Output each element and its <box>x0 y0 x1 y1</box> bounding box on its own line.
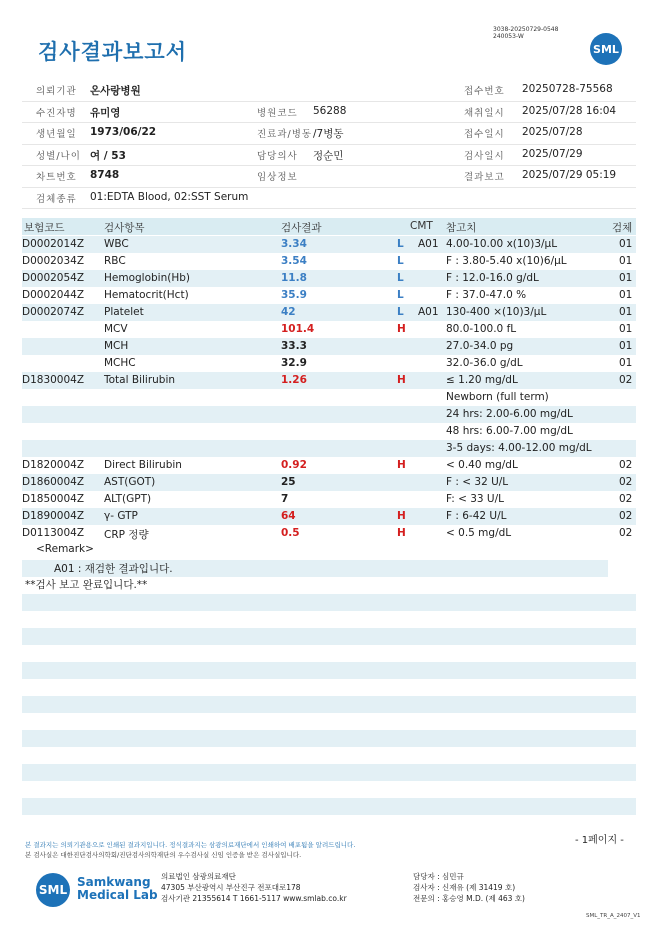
report-time-value: 2025/07/29 05:19 <box>522 169 617 181</box>
row-reference: 3-5 days: 4.00-12.00 mg/dL <box>446 442 592 454</box>
row-code: D1860004Z <box>22 476 85 488</box>
results-table <box>22 236 636 542</box>
table-row <box>22 474 636 491</box>
staff-in-charge: 담당자 : 심민규 <box>413 872 464 881</box>
row-code: D1890004Z <box>22 510 85 522</box>
empty-stripe <box>22 696 636 713</box>
row-specimen: 01 <box>619 238 633 250</box>
label-patient-name: 수진자명 <box>36 107 77 119</box>
chart-no-value: 8748 <box>90 169 120 181</box>
row-test-name: γ- GTP <box>104 510 138 522</box>
table-row <box>22 270 636 287</box>
row-specimen: 02 <box>619 476 633 488</box>
empty-stripe <box>22 798 636 815</box>
row-result: 11.8 <box>281 272 307 284</box>
row-result: 3.34 <box>281 238 307 250</box>
row-specimen: 02 <box>619 510 633 522</box>
row-flag: H <box>397 323 406 335</box>
table-row <box>22 253 636 270</box>
info-row <box>22 80 636 102</box>
staff-tester: 검사자 : 신재유 (제 31419 호) <box>413 883 516 892</box>
empty-stripe <box>22 628 636 645</box>
header-test-name: 검사항목 <box>104 222 145 234</box>
label-birth-date: 생년월일 <box>36 129 77 140</box>
row-specimen: 01 <box>619 272 633 284</box>
row-specimen: 02 <box>619 493 633 505</box>
row-code: D1830004Z <box>22 374 85 386</box>
row-test-name: AST(GOT) <box>104 476 156 488</box>
row-reference: F : 6-42 U/L <box>446 510 507 522</box>
row-reference: 48 hrs: 6.00-7.00 mg/dL <box>446 425 573 437</box>
row-result: 7 <box>281 493 289 505</box>
row-flag: L <box>397 306 404 318</box>
table-row <box>22 406 636 423</box>
row-result: 0.92 <box>281 459 307 471</box>
row-code: D1820004Z <box>22 459 85 471</box>
receipt-time-value: 2025/07/28 <box>522 126 583 138</box>
table-row <box>22 355 636 372</box>
row-reference: < 0.40 mg/dL <box>446 459 518 471</box>
specimen-type-value: 01:EDTA Blood, 02:SST Serum <box>90 190 249 203</box>
row-reference: F : < 32 U/L <box>446 476 509 488</box>
row-test-name: Platelet <box>104 306 144 318</box>
row-reference: 32.0-36.0 g/dL <box>446 357 523 369</box>
table-row <box>22 372 636 389</box>
label-chart-no: 차트번호 <box>36 172 77 183</box>
row-result: 32.9 <box>281 357 307 369</box>
doctor-value: 정순민 <box>313 149 344 162</box>
row-specimen: 01 <box>619 306 633 318</box>
row-result: 101.4 <box>281 323 315 335</box>
row-reference: 130-400 ×(10)3/μL <box>446 306 547 318</box>
lab-address <box>161 871 347 904</box>
info-row <box>22 145 636 167</box>
row-reference: ≤ 1.20 mg/dL <box>446 374 518 386</box>
brand-line2: Medical Lab <box>77 888 158 902</box>
table-row <box>22 236 636 253</box>
sex-age-value: 여 / 53 <box>90 149 126 162</box>
report-complete-note: **검사 보고 완료입니다.** <box>25 579 148 591</box>
patient-info <box>22 80 636 209</box>
label-receipt-no: 접수번호 <box>464 86 505 97</box>
form-code: SML_TR_A_2407_V1 <box>586 913 641 919</box>
remark-section <box>25 543 608 594</box>
row-flag: L <box>397 255 404 267</box>
row-code: D0002014Z <box>22 238 85 250</box>
row-code: D0002074Z <box>22 306 85 318</box>
row-specimen: 02 <box>619 527 633 539</box>
header-specimen: 검체 <box>612 222 633 234</box>
table-row <box>22 508 636 525</box>
requester-value: 온사랑병원 <box>90 85 141 97</box>
row-flag: H <box>397 374 406 386</box>
header-cmt: CMT <box>410 220 433 232</box>
row-cmt: A01 <box>418 238 439 250</box>
row-specimen: 01 <box>619 357 633 369</box>
info-row <box>22 166 636 188</box>
row-test-name: ALT(GPT) <box>104 493 152 505</box>
row-reference: F : 37.0-47.0 % <box>446 289 527 301</box>
empty-stripe <box>22 730 636 747</box>
brand-line1: Samkwang <box>77 875 151 889</box>
row-cmt: A01 <box>418 306 439 318</box>
label-hospital-code: 병원코드 <box>257 107 298 119</box>
info-row <box>22 102 636 124</box>
row-specimen: 01 <box>619 340 633 352</box>
label-specimen-type: 검체종류 <box>36 193 77 205</box>
table-row <box>22 525 636 542</box>
row-reference: 80.0-100.0 fL <box>446 323 517 335</box>
row-test-name: RBC <box>104 255 126 267</box>
header-result: 검사결과 <box>281 222 322 234</box>
row-result: 42 <box>281 306 296 318</box>
row-reference: F: < 33 U/L <box>446 493 505 505</box>
label-sex-age: 성별/나이 <box>36 150 81 162</box>
label-receipt-time: 접수일시 <box>464 129 505 140</box>
table-row <box>22 321 636 338</box>
row-reference: 4.00-10.00 x(10)3/μL <box>446 238 558 250</box>
row-reference: 27.0-34.0 pg <box>446 340 514 352</box>
row-reference: Newborn (full term) <box>446 391 549 403</box>
row-reference: < 0.5 mg/dL <box>446 527 512 539</box>
hospital-code-value: 56288 <box>313 104 347 117</box>
staff-signatures <box>413 871 525 904</box>
row-specimen: 01 <box>619 255 633 267</box>
row-result: 1.26 <box>281 374 307 386</box>
receipt-no-value: 20250728-75568 <box>522 83 613 95</box>
label-clinical-info: 임상정보 <box>257 172 298 183</box>
staff-specialist: 전문의 : 홍승영 M.D. (제 463 호) <box>413 894 525 903</box>
lab-org-name: 의료법인 삼광의료재단 <box>161 872 236 881</box>
row-test-name: MCHC <box>104 357 136 369</box>
row-specimen: 01 <box>619 289 633 301</box>
empty-stripe <box>22 662 636 679</box>
row-flag: H <box>397 510 406 522</box>
document-id <box>493 26 558 40</box>
empty-stripe <box>22 594 636 611</box>
label-doctor: 담당의사 <box>257 150 298 162</box>
row-code: D0113004Z <box>22 527 85 539</box>
remark-a01: A01 : 재검한 결과입니다. <box>22 560 608 577</box>
label-collection-time: 채취일시 <box>464 107 505 119</box>
table-row <box>22 338 636 355</box>
disclaimer-notice: 본 결과지는 의뢰기관용으로 인쇄된 결과지입니다. 정식결과지는 삼광의료재단에서 인쇄하여 배포됨을 알려드립니다. <box>25 841 356 849</box>
department-value: /7병동 <box>313 128 344 140</box>
row-reference: F : 3.80-5.40 x(10)6/μL <box>446 255 567 267</box>
sml-logo: SML <box>590 33 622 65</box>
row-result: 0.5 <box>281 527 300 539</box>
table-row <box>22 423 636 440</box>
lab-contact: 검사기관 21355614 T 1661-5117 www.smlab.co.kr <box>161 894 347 903</box>
row-flag: H <box>397 459 406 471</box>
table-row <box>22 457 636 474</box>
collection-time-value: 2025/07/28 16:04 <box>522 104 617 117</box>
certification-notice: 본 검사실은 대한진단검사의학회/진단검사의학재단의 우수검사실 신임 인증을 받은 검사실입니다. <box>25 851 302 859</box>
row-test-name: Direct Bilirubin <box>104 459 182 471</box>
row-result: 25 <box>281 476 296 488</box>
row-specimen: 02 <box>619 459 633 471</box>
empty-stripe <box>22 764 636 781</box>
row-test-name: MCH <box>104 340 129 352</box>
label-report-time: 결과보고 <box>464 172 505 183</box>
empty-row-stripes <box>22 594 636 832</box>
row-specimen: 01 <box>619 323 633 335</box>
lab-street-address: 47305 부산광역시 부산진구 전포대로178 <box>161 883 301 892</box>
row-flag: L <box>397 289 404 301</box>
patient-name-value: 유미영 <box>90 106 121 119</box>
row-result: 33.3 <box>281 340 307 352</box>
page-number: - 1페이지 - <box>575 835 624 846</box>
table-row <box>22 491 636 508</box>
info-row <box>22 123 636 145</box>
header-code: 보험코드 <box>24 222 65 234</box>
table-row <box>22 304 636 321</box>
results-table-header <box>22 218 636 235</box>
table-row <box>22 389 636 406</box>
row-result: 3.54 <box>281 255 307 267</box>
row-result: 35.9 <box>281 289 307 301</box>
row-test-name: WBC <box>104 238 129 250</box>
remark-label: <Remark> <box>36 543 94 555</box>
row-test-name: Total Bilirubin <box>104 374 176 386</box>
row-result: 64 <box>281 510 296 522</box>
row-specimen: 02 <box>619 374 633 386</box>
table-row <box>22 440 636 457</box>
test-time-value: 2025/07/29 <box>522 147 583 160</box>
row-flag: L <box>397 272 404 284</box>
row-reference: F : 12.0-16.0 g/dL <box>446 272 539 284</box>
row-test-name: Hematocrit(Hct) <box>104 289 189 301</box>
row-code: D0002054Z <box>22 272 85 284</box>
row-code: D0002044Z <box>22 289 85 301</box>
document-id-line2: 240053-W <box>493 33 524 40</box>
header-reference: 참고치 <box>446 222 477 234</box>
row-flag: H <box>397 527 406 539</box>
info-row <box>22 188 636 210</box>
footer-sml-logo: SML <box>36 873 70 907</box>
row-flag: L <box>397 238 404 250</box>
row-code: D1850004Z <box>22 493 85 505</box>
report-title: 검사결과보고서 <box>38 40 188 64</box>
table-row <box>22 287 636 304</box>
row-test-name: MCV <box>104 323 128 335</box>
label-department: 진료과/병동 <box>257 129 313 140</box>
document-id-line1: 3038-20250729-0548 <box>493 26 559 33</box>
label-requester: 의뢰기관 <box>36 86 77 97</box>
row-test-name: CRP 정량 <box>104 529 149 541</box>
brand-name <box>77 876 158 902</box>
row-test-name: Hemoglobin(Hb) <box>104 272 191 284</box>
label-test-time: 검사일시 <box>464 150 505 162</box>
row-code: D0002034Z <box>22 255 85 267</box>
birth-date-value: 1973/06/22 <box>90 126 157 138</box>
row-reference: 24 hrs: 2.00-6.00 mg/dL <box>446 408 573 420</box>
